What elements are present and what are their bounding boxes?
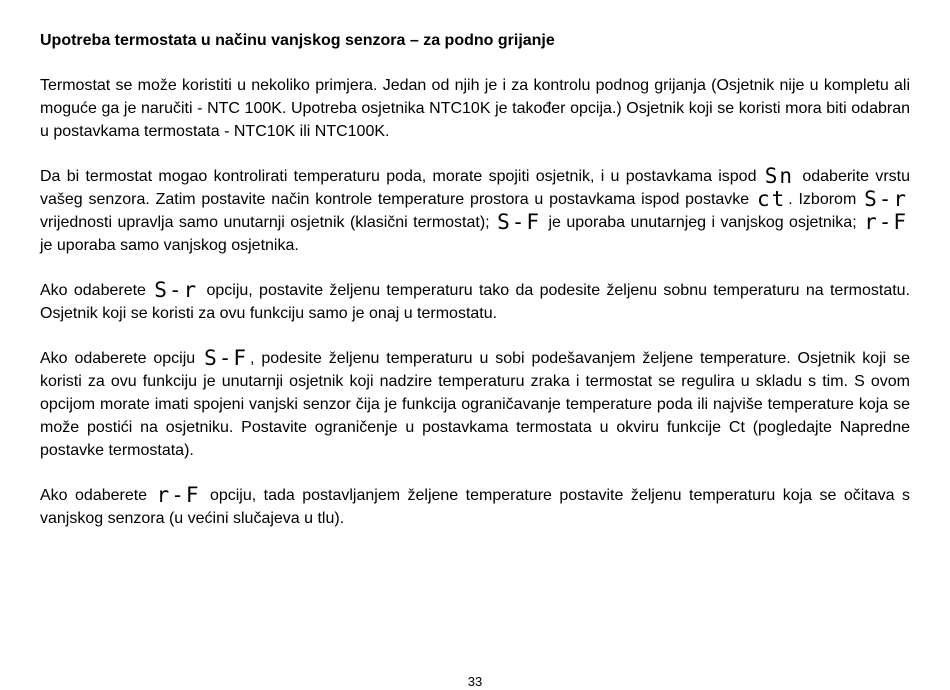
document-page [40,30,910,552]
text-segment: opciju, postavite željenu temperaturu tako da podesite željenu sobnu temperaturu na termostatu. Osjetnik koji se koristi za ovu funkciju samo je onaj u termostatu. [40,282,911,322]
text-segment: Ako odaberete [40,282,146,299]
text-segment: je uporaba unutarnjeg i vanjskog osjetnika; [548,214,857,231]
display-code-sr: S-r [864,187,908,211]
text-segment: vrijednosti upravlja samo unutarnji osjetnik (klasični termostat); [40,214,490,231]
text-segment: odaberite vrstu vašeg senzora. Zatim postavite način kontrole temperature prostora u postavkama ispod postavke [40,168,911,208]
page-number: 33 [467,674,483,689]
display-code-rf: r-F [156,483,201,507]
text-segment: Ako odaberete opciju [40,350,196,367]
section-title: Upotreba termostata u načinu vanjskog senzora – za podno grijanje [40,32,555,49]
text-segment: je uporaba samo vanjskog osjetnika. [40,237,299,254]
paragraph-sf-option [40,347,910,462]
display-code-ct: ct [756,187,787,211]
paragraph-settings [40,165,910,257]
display-code-sr: S-r [154,278,199,302]
paragraph-rf-option [40,484,910,530]
paragraph-sr-option [40,279,910,325]
text-segment: opciju, tada postavljanjem željene temperature postavite željenu temperaturu koja se očitava s vanjskog senzora (u većini slučajeva u tlu). [40,487,911,527]
text-segment: . Izborom [788,191,857,208]
display-code-rf: r-F [864,210,909,234]
text-segment: , podesite željenu temperaturu u sobi podešavanjem željene temperature. Osjetnik koji se koristi za ovu funkciju je unutarnji osjetnik koji nadzire temperaturu zraka i termostat se regulira u skladu s tim. S ovom opcijom morate imati spojeni vanjski senzor čija je funkcija ograničavanje temperature poda ili najviše temperature koja se može postići na osjetniku. Postavite ograničenje u postavkama termostata u okviru funkcije Ct (pogledajte Napredne postavke termostata). [40,350,911,459]
paragraph-intro: Termostat se može koristiti u nekoliko primjera. Jedan od njih je i za kontrolu podnog grijanja (Osjetnik nije u kompletu ali moguće ga je naručiti - NTC 100K. Upotreba osjetnika NTC10K je također opcija.) Osjetnik koji se koristi mora biti odabran u postavkama termostata - NTC10K ili NTC100K. [40,77,910,140]
text-segment: Ako odaberete [40,487,148,504]
text-segment: Da bi termostat mogao kontrolirati temperaturu poda, morate spojiti osjetnik, i u postavkama ispod [40,168,757,185]
display-code-sf: S-F [497,210,541,234]
display-code-sf: S-F [204,346,249,370]
display-code-sn: Sn [764,164,795,188]
